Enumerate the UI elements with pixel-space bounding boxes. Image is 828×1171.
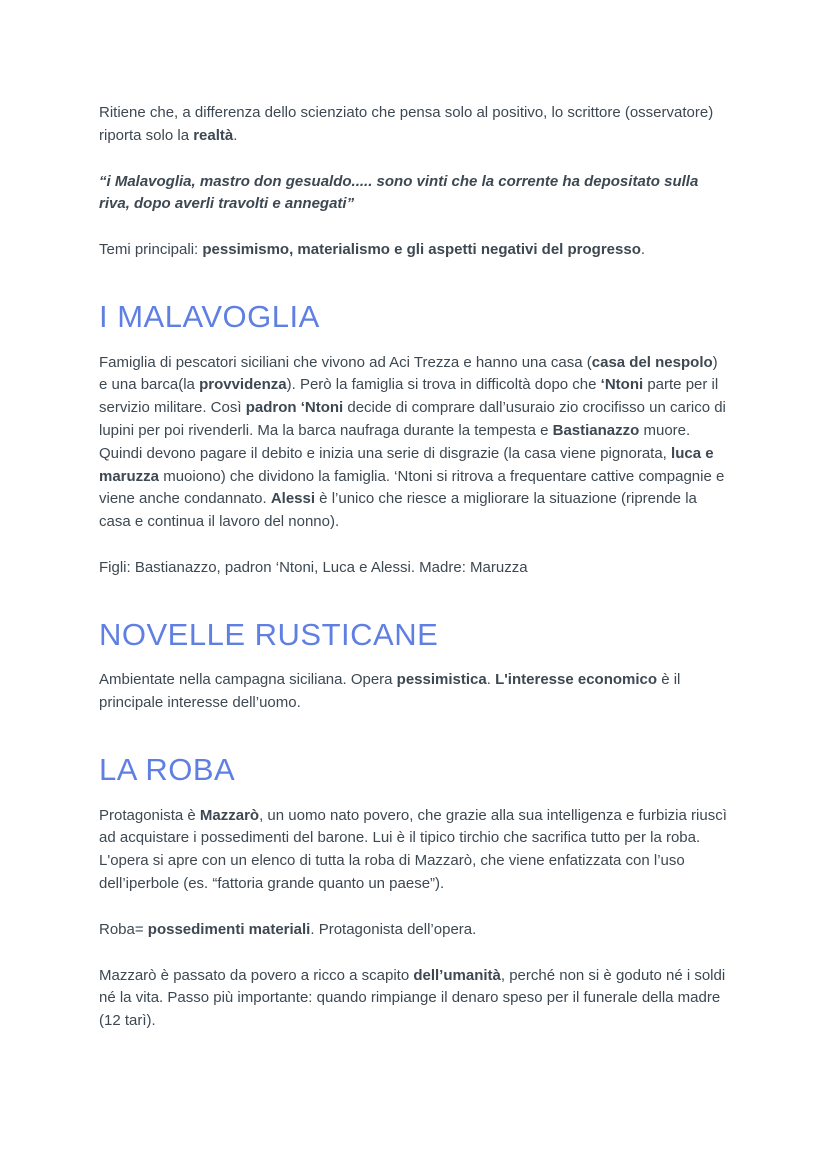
text-run: L'interesse economico	[495, 671, 658, 689]
heading-i-malavoglia: I MALAVOGLIA	[99, 298, 320, 334]
text-run: parte per il servizio militare. Così	[99, 376, 719, 417]
text-run: Mazzarò è passato da povero a ricco a scapito	[99, 966, 414, 984]
text-run: pessimistica	[396, 671, 487, 689]
text-run: Ambientate nella campagna siciliana. Opera	[99, 671, 397, 689]
text-run: dell’umanità	[413, 966, 501, 984]
text-run: è l’unico che riesce a migliorare la situazione (riprende la casa e continua il lavoro del nonno).	[99, 490, 697, 531]
text-run: luca e maruzza	[99, 444, 714, 485]
text-run: realtà	[193, 126, 234, 144]
paragraph-intro	[99, 102, 729, 148]
text-run: . Protagonista dell’opera.	[310, 920, 477, 938]
text-run: provvidenza	[199, 376, 287, 394]
paragraph-novelle-rusticane	[99, 669, 729, 715]
text-run: Figli: Bastianazzo, padron ‘Ntoni, Luca e Alessi. Madre: Maruzza	[99, 559, 528, 576]
text-run: Temi principali:	[99, 241, 203, 259]
heading-la-roba: LA ROBA	[99, 752, 236, 788]
text-run: ). Però la famiglia si trova in difficoltà dopo che	[286, 376, 601, 394]
text-run: Alessi	[270, 490, 316, 508]
text-run: .	[486, 671, 496, 689]
text-run: decide di comprare dall’usuraio zio crocifisso un carico di lupini per poi rivenderli. Ma la barca naufraga durante la tempesta e	[99, 399, 726, 440]
text-run: Bastianazzo	[552, 422, 640, 440]
paragraph-roba-definizione	[99, 919, 729, 942]
text-run: è il principale interesse dell’uomo.	[99, 671, 681, 712]
heading-novelle-rusticane: NOVELLE RUSTICANE	[99, 616, 439, 652]
paragraph-temi-principali	[99, 239, 729, 262]
text-run: Roba=	[99, 920, 148, 938]
paragraph-la-roba-trama	[99, 805, 729, 896]
text-run: Famiglia di pescatori siciliani che vivono ad Aci Trezza e hanno una casa (	[99, 353, 592, 371]
text-run: Ritiene che, a differenza dello scienziato che pensa solo al positivo, lo scrittore (osservatore) riporta solo la	[99, 104, 714, 144]
text-run: .	[233, 126, 238, 144]
text-run: padron ‘Ntoni	[245, 399, 344, 417]
paragraph-malavoglia-trama	[99, 352, 729, 534]
text-run: casa del nespolo	[591, 353, 713, 371]
text-run: , un uomo nato povero, che grazie alla sua intelligenza e furbizia riuscì ad acquistare i possedimenti del barone. Lui è il tipico tirchio che sacrifica tutto per la roba. L'opera si apre con un elenco di tutta la roba di Mazzarò, che viene enfatizzata con l’uso dell’iperbole (es. “fattoria grande quanto un paese”).	[99, 806, 727, 893]
text-run: Protagonista è	[99, 806, 200, 824]
text-run: .	[640, 241, 646, 259]
text-run: muoiono) che dividono la famiglia. ‘Ntoni si ritrova a frequentare cattive compagnie e viene anche condannato.	[99, 467, 725, 508]
paragraph-figli	[99, 557, 729, 580]
quote-vinti	[99, 171, 729, 217]
text-run: pessimismo, materialismo e gli aspetti negativi del progresso	[202, 241, 641, 259]
text-run: Mazzarò	[199, 806, 260, 824]
text-run: possedimenti materiali	[147, 920, 311, 938]
text-run: , perché non si è goduto né i soldi né la vita. Passo più importante: quando rimpiange il denaro speso per il funerale della madre (12 tarì).	[99, 966, 726, 1030]
paragraph-la-roba-conclusione	[99, 965, 729, 1033]
text-run: ‘Ntoni	[600, 376, 644, 394]
text-run: “i Malavoglia, mastro don gesualdo..... sono vinti che la corrente ha depositato sulla riva, dopo averli travolti e annegati”	[99, 172, 699, 213]
text-run: ) e una barca(la	[99, 353, 718, 394]
text-run: muore. Quindi devono pagare il debito e inizia una serie di disgrazie (la casa viene pignorata,	[99, 422, 691, 462]
